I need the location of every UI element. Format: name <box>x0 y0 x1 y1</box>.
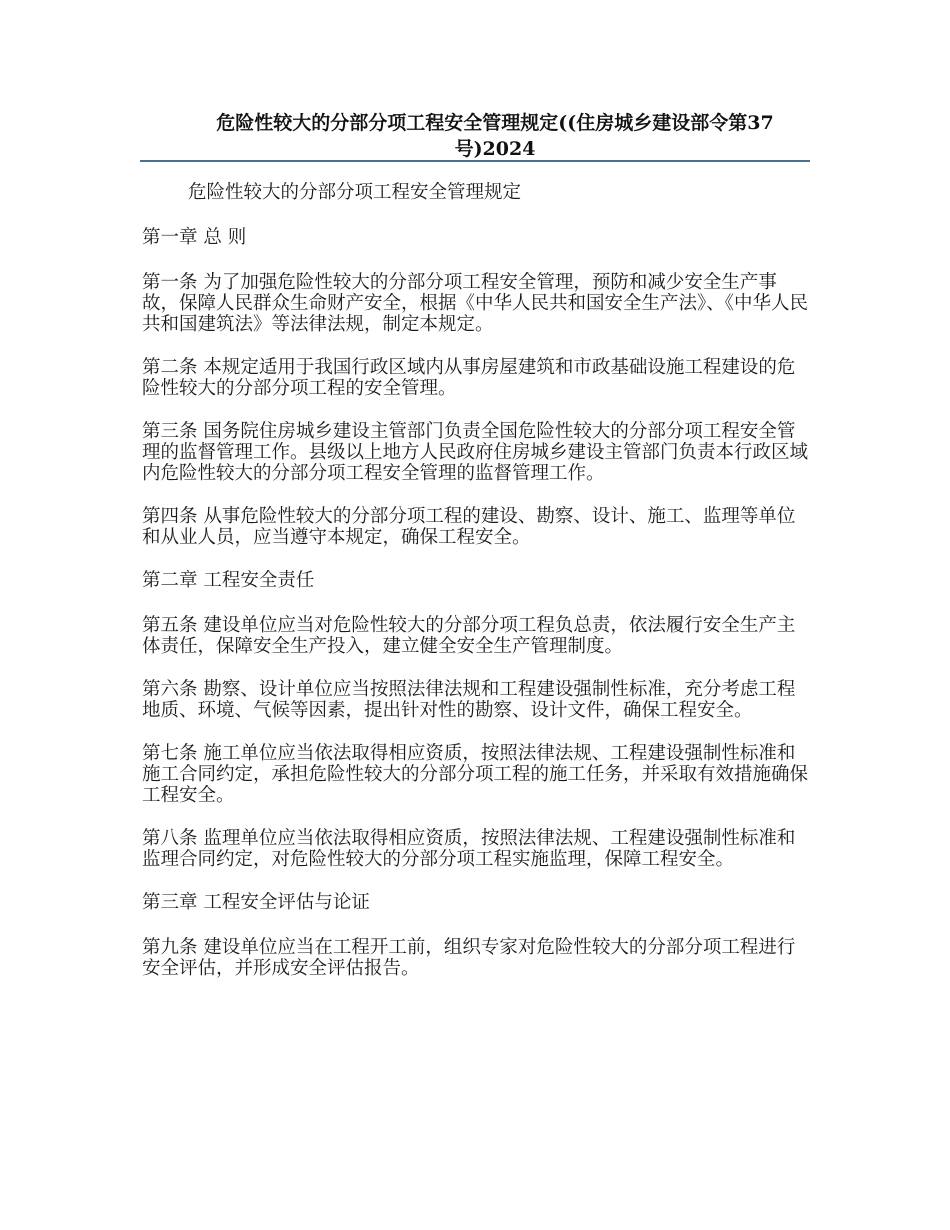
chapter-heading-1: 第一章 总 则 <box>142 227 247 248</box>
article-1: 第一条 为了加强危险性较大的分部分项工程安全管理，预防和减少安全生产事故，保障人民群众生命财产安全，根据《中华人民共和国安全生产法》、《中华人民共和国建筑法》等法律法规，制定本规定。 <box>142 272 809 335</box>
chapter-heading-3: 第三章 工程安全评估与论证 <box>142 892 370 913</box>
article-5: 第五条 建设单位应当对危险性较大的分部分项工程负总责，依法履行安全生产主体责任，保障安全生产投入，建立健全安全生产管理制度。 <box>142 615 796 657</box>
article-2: 第二条 本规定适用于我国行政区域内从事房屋建筑和市政基础设施工程建设的危险性较大的分部分项工程的安全管理。 <box>142 357 796 399</box>
article-3: 第三条 国务院住房城乡建设主管部门负责全国危险性较大的分部分项工程安全管理的监督管理工作。县级以上地方人民政府住房城乡建设主管部门负责本行政区域内危险性较大的分部分项工程安全管理的监督管理工作。 <box>142 421 809 484</box>
article-7: 第七条 施工单位应当依法取得相应资质，按照法律法规、工程建设强制性标准和施工合同约定，承担危险性较大的分部分项工程的施工任务，并采取有效措施确保工程安全。 <box>142 743 809 806</box>
title-divider <box>140 160 810 162</box>
chapter-heading-2: 第二章 工程安全责任 <box>142 570 315 591</box>
document-body <box>142 182 808 1001</box>
article-6: 第六条 勘察、设计单位应当按照法律法规和工程建设强制性标准，充分考虑工程地质、环境、气候等因素，提出针对性的勘察、设计文件，确保工程安全。 <box>142 679 796 721</box>
document-title: 危险性较大的分部分项工程安全管理规定((住房城乡建设部令第37号)2024 <box>216 112 774 160</box>
regulation-subtitle: 危险性较大的分部分项工程安全管理规定 <box>188 182 522 203</box>
article-4: 第四条 从事危险性较大的分部分项工程的建设、勘察、设计、施工、监理等单位和从业人员，应当遵守本规定，确保工程安全。 <box>142 506 796 548</box>
article-9: 第九条 建设单位应当在工程开工前，组织专家对危险性较大的分部分项工程进行安全评估，并形成安全评估报告。 <box>142 937 796 979</box>
article-8: 第八条 监理单位应当依法取得相应资质，按照法律法规、工程建设强制性标准和监理合同约定，对危险性较大的分部分项工程实施监理，保障工程安全。 <box>142 828 796 870</box>
